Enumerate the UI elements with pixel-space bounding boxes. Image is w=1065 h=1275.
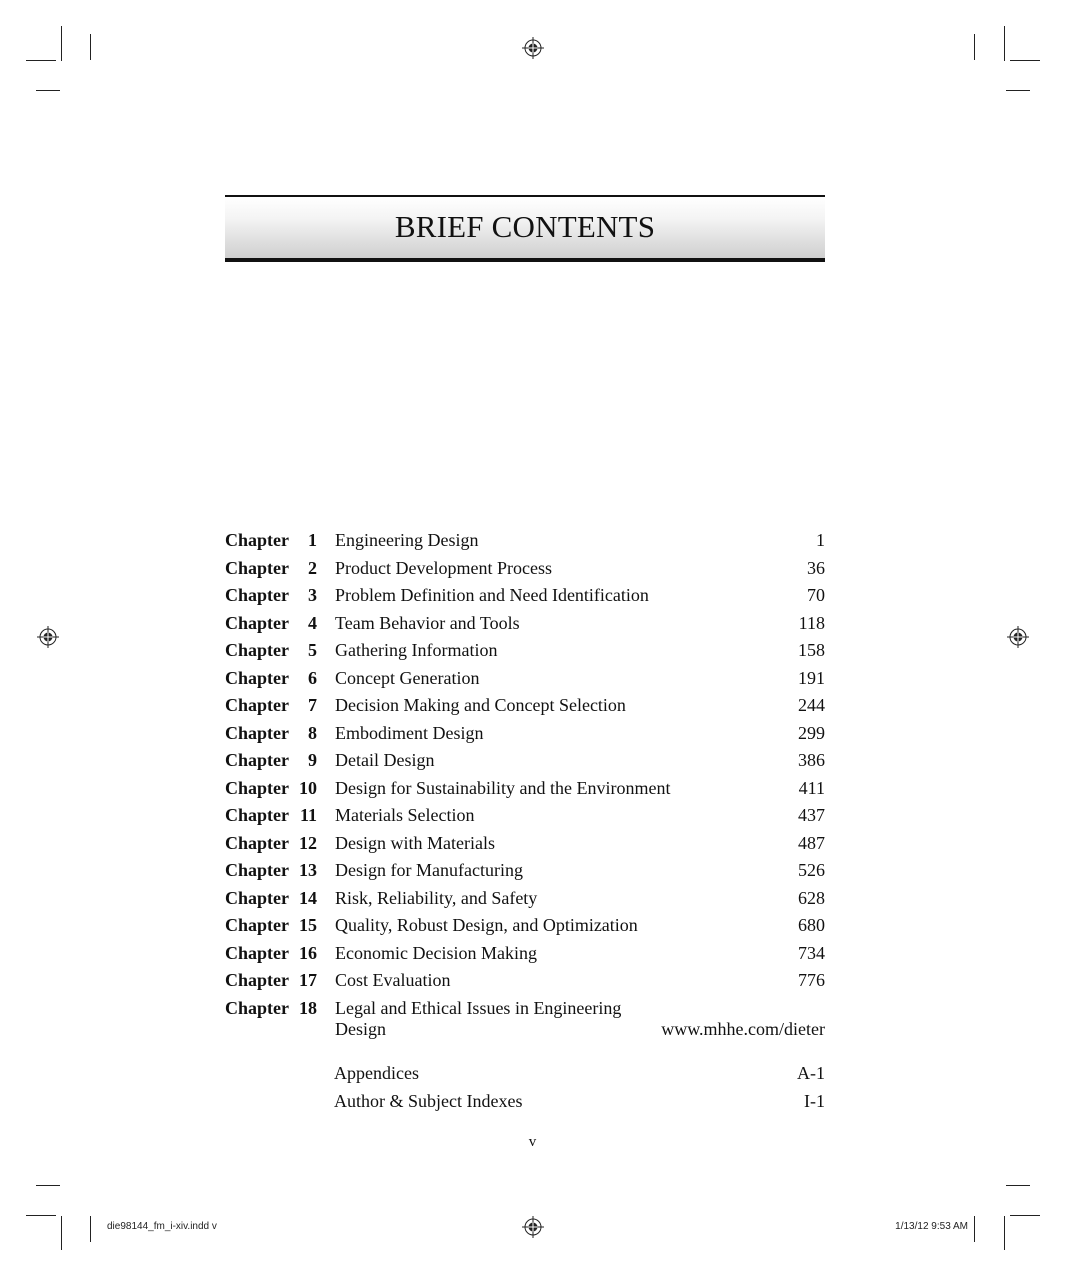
- chapter-page: 776: [798, 970, 825, 990]
- chapter-number: 16: [299, 942, 317, 963]
- back-matter-title: Appendices: [334, 1063, 419, 1083]
- crop-mark: [1010, 60, 1040, 61]
- chapter-page: 526: [798, 860, 825, 880]
- back-matter-page: A-1: [797, 1063, 825, 1083]
- chapter-title: Problem Definition and Need Identification: [335, 585, 649, 605]
- crop-mark: [36, 90, 60, 91]
- chapter-page: 70: [807, 585, 825, 605]
- chapter-label: Chapter: [225, 777, 289, 798]
- toc-row-chapter-7: [225, 692, 825, 720]
- chapter-number: 5: [308, 640, 317, 660]
- toc-row-chapter-2: [225, 555, 825, 583]
- toc-row-chapter-6: [225, 665, 825, 693]
- chapter-number: 13: [299, 860, 317, 880]
- chapter-label: Chapter: [225, 887, 289, 908]
- chapter-title: [335, 998, 621, 1040]
- slug-file-name: die98144_fm_i-xiv.indd v: [107, 1221, 217, 1232]
- chapter-page: 118: [798, 612, 825, 633]
- chapter-title: Embodiment Design: [335, 722, 484, 743]
- chapter-page: 487: [798, 832, 825, 853]
- toc-row-chapter-3: [225, 582, 825, 610]
- chapter-number: 15: [299, 915, 317, 935]
- chapter-web-link[interactable]: www.mhhe.com/dieter: [661, 1018, 825, 1039]
- back-matter-list: [225, 1060, 825, 1115]
- toc-row-chapter-1: [225, 527, 825, 555]
- chapter-title: Engineering Design: [335, 530, 479, 550]
- toc-row-chapter-4: [225, 610, 825, 638]
- chapter-title: Cost Evaluation: [335, 970, 451, 990]
- crop-mark: [90, 34, 91, 60]
- toc-row-chapter-13: [225, 857, 825, 885]
- chapter-title: Product Development Process: [335, 557, 552, 578]
- chapter-page: 411: [798, 777, 825, 798]
- chapter-number: 10: [299, 777, 317, 798]
- chapter-title: Quality, Robust Design, and Optimization: [335, 915, 638, 935]
- chapter-page: 680: [798, 915, 825, 935]
- crop-mark: [61, 26, 62, 61]
- chapter-page: 299: [798, 722, 825, 743]
- crop-mark: [26, 60, 56, 61]
- chapter-title: Concept Generation: [335, 667, 480, 688]
- toc-row-chapter-17: [225, 967, 825, 995]
- chapter-label: Chapter: [225, 722, 289, 743]
- chapter-label: Chapter: [225, 557, 289, 578]
- chapter-label: Chapter: [225, 970, 289, 990]
- chapter-page: 628: [798, 887, 825, 908]
- chapter-number: 14: [299, 887, 317, 908]
- page-number: v: [528, 1134, 537, 1150]
- chapter-title: Detail Design: [335, 750, 435, 770]
- page-title: BRIEF CONTENTS: [394, 209, 656, 244]
- crop-mark: [26, 1215, 56, 1216]
- toc-row-chapter-12: [225, 830, 825, 858]
- crop-mark: [1010, 1215, 1040, 1216]
- chapter-label: Chapter: [225, 612, 289, 633]
- chapter-title: Design with Materials: [335, 832, 495, 853]
- crop-mark: [1004, 26, 1005, 61]
- toc-row-appendices: [225, 1060, 825, 1088]
- toc-row-chapter-9: [225, 747, 825, 775]
- title-banner: [225, 195, 825, 262]
- toc-row-chapter-8: [225, 720, 825, 748]
- back-matter-page: I-1: [804, 1090, 825, 1111]
- chapter-page: 158: [798, 640, 825, 660]
- registration-mark-icon: [1007, 626, 1029, 648]
- chapter-title-line-2: Design: [335, 1018, 386, 1039]
- chapter-number: 11: [299, 805, 317, 825]
- chapter-title: Risk, Reliability, and Safety: [335, 887, 538, 908]
- crop-mark: [1006, 90, 1030, 91]
- contents-list: [225, 527, 825, 1049]
- chapter-page: 244: [798, 695, 825, 715]
- toc-row-chapter-16: [225, 940, 825, 968]
- chapter-page: 1: [816, 530, 825, 550]
- chapter-label: Chapter: [225, 750, 289, 770]
- chapter-label: Chapter: [225, 805, 289, 825]
- registration-mark-icon: [522, 37, 544, 59]
- chapter-number: 4: [308, 612, 317, 633]
- chapter-label: Chapter: [225, 640, 289, 660]
- chapter-title-line-1: Legal and Ethical Issues in Engineering: [335, 997, 622, 1018]
- toc-row-chapter-10: [225, 775, 825, 803]
- toc-row-chapter-11: [225, 802, 825, 830]
- crop-mark: [36, 1185, 60, 1186]
- chapter-page: 734: [798, 942, 825, 963]
- crop-mark: [974, 34, 975, 60]
- back-matter-title: Author & Subject Indexes: [334, 1090, 523, 1111]
- chapter-number: 1: [308, 530, 317, 550]
- chapter-label: Chapter: [225, 530, 289, 550]
- toc-row-chapter-18: [225, 995, 825, 1049]
- chapter-label: Chapter: [225, 942, 289, 963]
- chapter-number: 9: [308, 750, 317, 770]
- chapter-title: Team Behavior and Tools: [335, 612, 520, 633]
- registration-mark-icon: [522, 1216, 544, 1238]
- chapter-label: Chapter: [225, 860, 289, 880]
- crop-mark: [61, 1216, 62, 1250]
- chapter-title: Materials Selection: [335, 805, 475, 825]
- chapter-number: 6: [308, 667, 317, 688]
- chapter-number: 18: [299, 997, 317, 1018]
- chapter-title: Economic Decision Making: [335, 942, 537, 963]
- chapter-title: Gathering Information: [335, 640, 498, 660]
- chapter-number: 17: [299, 970, 317, 990]
- crop-mark: [974, 1216, 975, 1242]
- crop-mark: [1006, 1185, 1030, 1186]
- toc-row-chapter-14: [225, 885, 825, 913]
- chapter-number: 3: [308, 585, 317, 605]
- chapter-page: 386: [798, 750, 825, 770]
- chapter-label: Chapter: [225, 667, 289, 688]
- chapter-label: Chapter: [225, 832, 289, 853]
- chapter-label: Chapter: [225, 695, 289, 715]
- chapter-page: 437: [798, 805, 825, 825]
- chapter-number: 2: [308, 557, 317, 578]
- toc-row-chapter-5: [225, 637, 825, 665]
- registration-mark-icon: [37, 626, 59, 648]
- crop-mark: [90, 1216, 91, 1242]
- chapter-label: Chapter: [225, 585, 289, 605]
- toc-row-indexes: [225, 1088, 825, 1116]
- chapter-label: Chapter: [225, 997, 289, 1018]
- chapter-title: Design for Sustainability and the Environment: [335, 777, 671, 798]
- crop-mark: [1004, 1216, 1005, 1250]
- chapter-title: Decision Making and Concept Selection: [335, 695, 626, 715]
- chapter-title: Design for Manufacturing: [335, 860, 523, 880]
- chapter-page: 36: [807, 557, 825, 578]
- chapter-page: 191: [798, 667, 825, 688]
- chapter-number: 7: [308, 695, 317, 715]
- chapter-number: 8: [308, 722, 317, 743]
- chapter-number: 12: [299, 832, 317, 853]
- toc-row-chapter-15: [225, 912, 825, 940]
- slug-timestamp: 1/13/12 9:53 AM: [895, 1221, 968, 1232]
- chapter-label: Chapter: [225, 915, 289, 935]
